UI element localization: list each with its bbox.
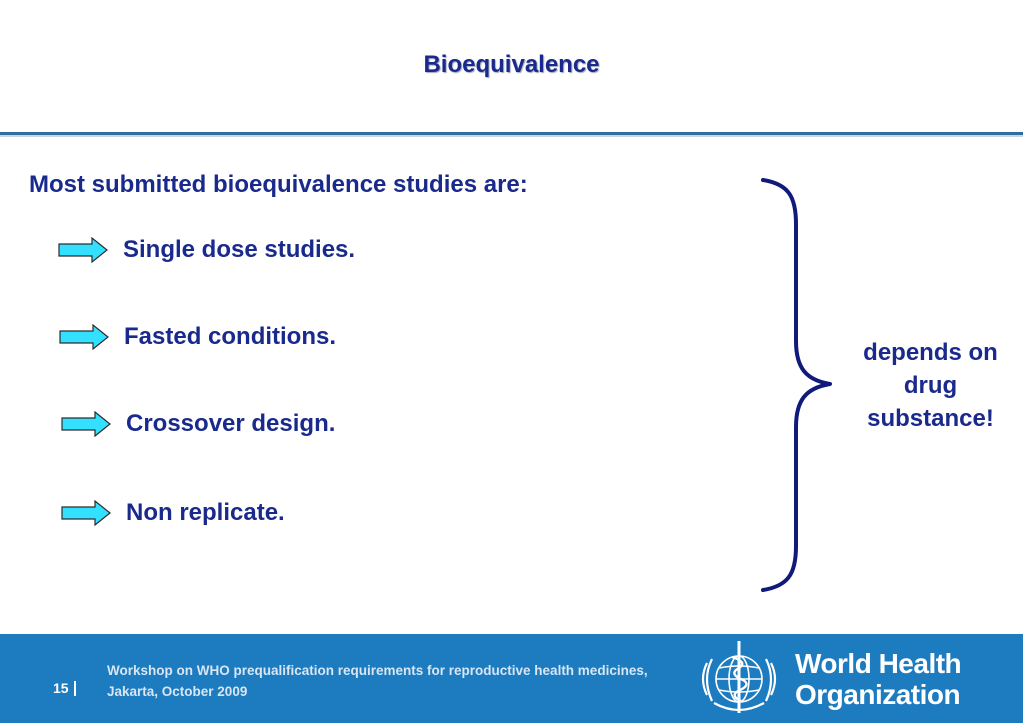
who-wordmark-line: Organization [795,679,961,710]
workshop-line: Jakarta, October 2009 [107,684,248,699]
who-wordmark-line: World Health [795,648,962,679]
workshop-caption [107,660,648,702]
workshop-line: Workshop on WHO prequalification requirements for reproductive health medicines, [107,663,648,678]
who-wordmark [795,648,961,710]
arrow-right-icon [61,411,111,437]
page-number: 15 [53,680,69,696]
page-number-divider [74,681,76,696]
footer-bar [0,634,1023,723]
arrow-right-icon [61,500,111,526]
curly-brace-icon [758,176,838,594]
depends-note-line: drug [903,372,958,399]
title-divider-shadow [0,135,1023,137]
arrow-right-icon [59,324,109,350]
depends-note [838,336,1023,435]
bullet-text: Fasted conditions. [124,323,337,350]
bullet-item [61,409,335,439]
intro-text: Most submitted bioequivalence studies are: [29,171,528,198]
bullet-item [61,498,285,528]
bullet-text: Single dose studies. [123,236,356,263]
slide-title: Bioequivalence [423,51,600,78]
bullet-item [59,322,336,352]
arrow-right-icon [58,237,108,263]
bullet-text: Crossover design. [126,410,336,437]
depends-note-line: substance! [867,405,994,432]
who-emblem-icon [694,637,784,717]
bullet-text: Non replicate. [126,499,285,526]
depends-note-line: depends on [863,339,998,366]
bullet-item [58,235,355,265]
